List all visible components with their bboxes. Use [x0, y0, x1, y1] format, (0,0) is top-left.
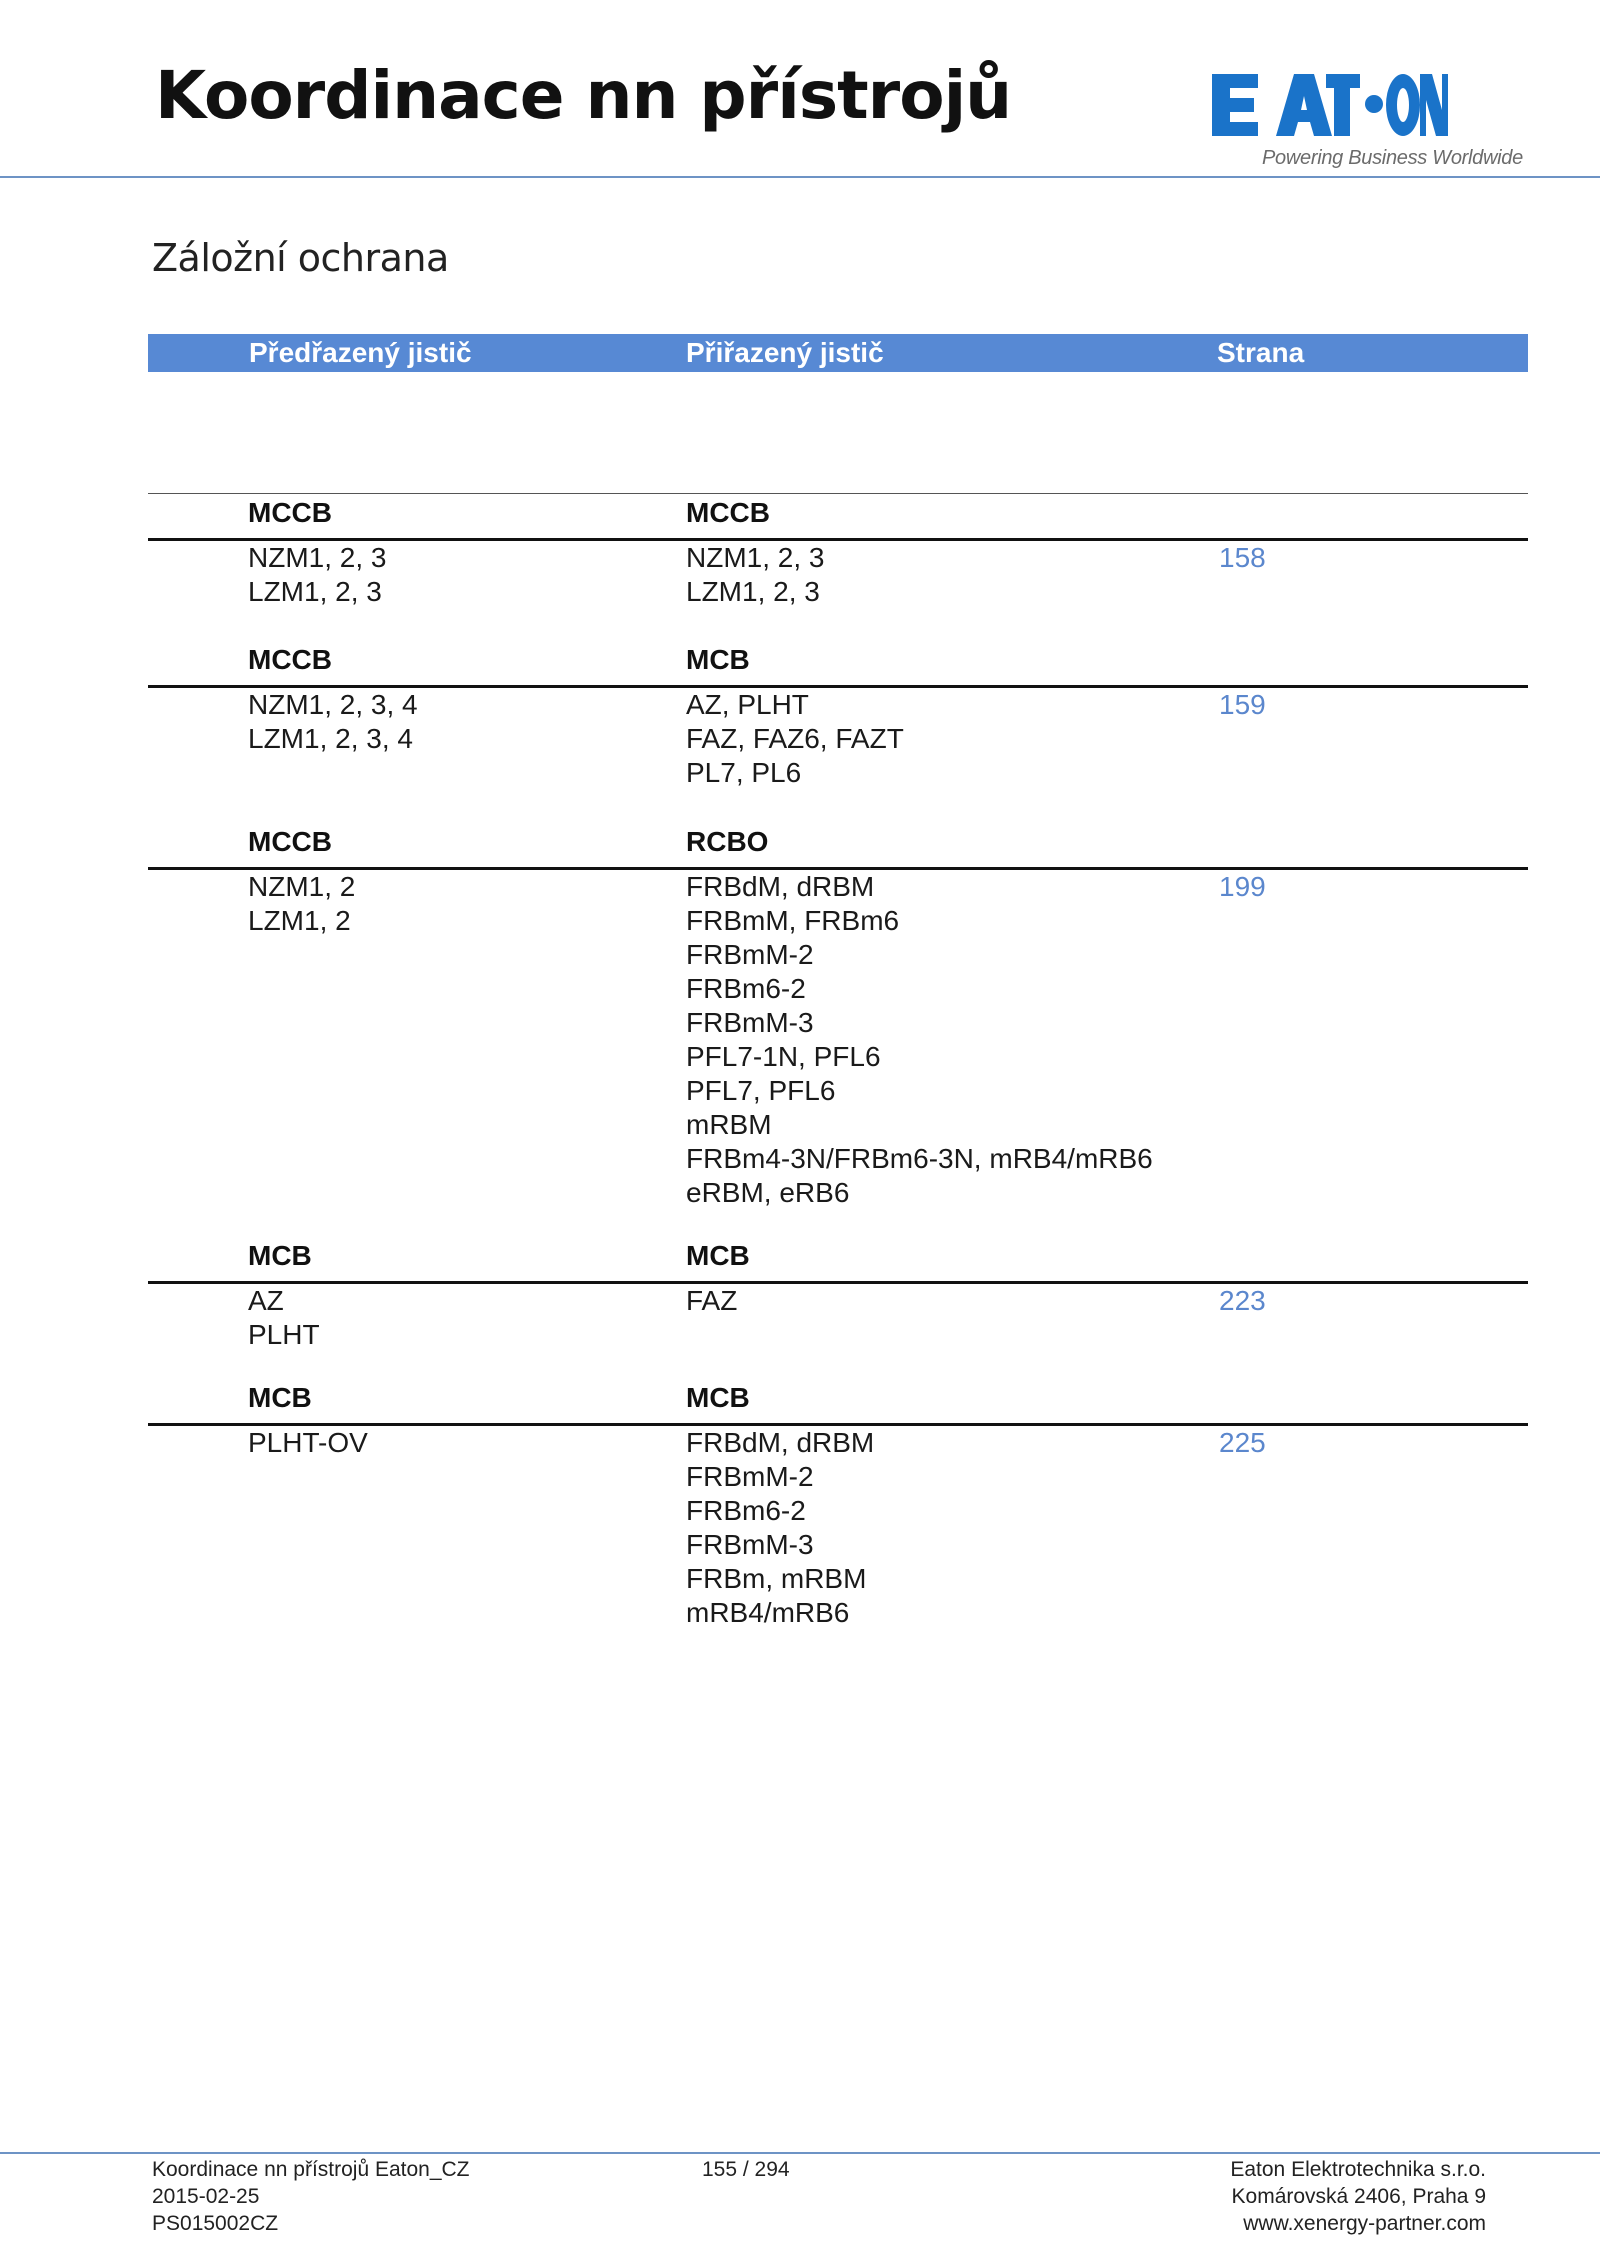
downstream-type: MCB	[686, 644, 750, 675]
group-header	[148, 1379, 1528, 1423]
upstream-list	[248, 1426, 368, 1460]
list-item: FRBdM, dRBM	[686, 871, 875, 902]
list-item: FRBmM-2	[686, 1461, 814, 1492]
downstream-type: RCBO	[686, 826, 769, 857]
upstream-type: MCB	[248, 1240, 312, 1271]
footer-document-info	[152, 2156, 470, 2237]
footer-doc-name: Koordinace nn přístrojů Eaton_CZ	[152, 2158, 470, 2181]
column-header-downstream: Přiřazený jistič	[686, 337, 884, 368]
list-item: PL7, PL6	[686, 757, 802, 788]
downstream-type: MCB	[686, 1382, 750, 1413]
page-link[interactable]: 199	[1219, 871, 1266, 902]
list-item: FRBm6-2	[686, 1495, 806, 1526]
list-item: FRBmM-3	[686, 1529, 814, 1560]
coordination-group	[148, 641, 1528, 788]
page-link[interactable]: 225	[1219, 1427, 1266, 1458]
list-item: eRBM, eRB6	[686, 1177, 850, 1208]
logo-tagline: Powering Business Worldwide	[1262, 147, 1523, 169]
downstream-list	[686, 541, 824, 609]
footer-doc-code: PS015002CZ	[152, 2212, 279, 2235]
page-title: Koordinace nn přístrojů	[155, 57, 1012, 134]
list-item: AZ, PLHT	[686, 689, 809, 720]
list-item: FRBm4-3N/FRBm6-3N, mRB4/mRB6	[686, 1143, 1153, 1174]
footer-divider	[0, 2152, 1600, 2154]
upstream-list	[248, 688, 418, 756]
upstream-list	[248, 541, 386, 609]
list-item: AZ	[248, 1285, 284, 1316]
page-link[interactable]: 158	[1219, 542, 1266, 573]
downstream-list	[686, 870, 1153, 1210]
list-item: LZM1, 2, 3, 4	[248, 723, 413, 754]
upstream-type: MCB	[248, 1382, 312, 1413]
group-divider	[148, 1281, 1528, 1284]
list-item: LZM1, 2, 3	[686, 576, 820, 607]
coordination-group	[148, 823, 1528, 1208]
list-item: FRBm6-2	[686, 973, 806, 1004]
footer-website-link[interactable]: www.xenergy-partner.com	[1243, 2212, 1486, 2235]
upstream-list	[248, 1284, 320, 1352]
list-item: mRB4/mRB6	[686, 1597, 850, 1628]
group-header	[148, 1237, 1528, 1281]
footer-date: 2015-02-25	[152, 2185, 260, 2208]
upstream-type: MCCB	[248, 826, 332, 857]
table-header	[148, 334, 1528, 372]
coordination-group	[148, 1379, 1528, 1628]
header-divider	[0, 176, 1600, 178]
downstream-list	[686, 688, 904, 790]
list-item: PLHT	[248, 1319, 320, 1350]
list-item: PFL7, PFL6	[686, 1075, 836, 1106]
footer-page-number: 155 / 294	[702, 2158, 790, 2181]
downstream-type: MCCB	[686, 497, 770, 528]
upstream-list	[248, 870, 355, 938]
list-item: PFL7-1N, PFL6	[686, 1041, 881, 1072]
group-header	[148, 494, 1528, 538]
section-title: Záložní ochrana	[152, 236, 449, 280]
eaton-logo	[1210, 72, 1528, 178]
list-item: FRBmM, FRBm6	[686, 905, 900, 936]
list-item: FRBdM, dRBM	[686, 1427, 875, 1458]
list-item: FRBmM-3	[686, 1007, 814, 1038]
coordination-group	[148, 494, 1528, 607]
upstream-type: MCCB	[248, 644, 332, 675]
list-item: NZM1, 2, 3, 4	[248, 689, 418, 720]
column-header-upstream: Předřazený jistič	[249, 337, 472, 368]
list-item: LZM1, 2, 3	[248, 576, 382, 607]
footer-company-info	[1230, 2156, 1486, 2237]
list-item: FAZ	[686, 1285, 738, 1316]
list-item: NZM1, 2, 3	[686, 542, 825, 573]
group-header	[148, 641, 1528, 685]
list-item: NZM1, 2	[248, 871, 356, 902]
footer-company-name: Eaton Elektrotechnika s.r.o.	[1230, 2158, 1486, 2181]
group-header	[148, 823, 1528, 867]
list-item: FRBm, mRBM	[686, 1563, 867, 1594]
column-header-page: Strana	[1217, 337, 1305, 368]
footer-address: Komárovská 2406, Praha 9	[1231, 2185, 1486, 2208]
page-link[interactable]: 223	[1219, 1285, 1266, 1316]
list-item: mRBM	[686, 1109, 772, 1140]
list-item: LZM1, 2	[248, 905, 351, 936]
eaton-wordmark-icon	[1210, 72, 1448, 138]
downstream-list	[686, 1426, 874, 1630]
page-link[interactable]: 159	[1219, 689, 1266, 720]
coordination-group	[148, 1237, 1528, 1350]
downstream-type: MCB	[686, 1240, 750, 1271]
list-item: FAZ, FAZ6, FAZT	[686, 723, 904, 754]
upstream-type: MCCB	[248, 497, 332, 528]
downstream-list	[686, 1284, 737, 1318]
list-item: NZM1, 2, 3	[248, 542, 387, 573]
list-item: PLHT-OV	[248, 1427, 368, 1458]
list-item: FRBmM-2	[686, 939, 814, 970]
